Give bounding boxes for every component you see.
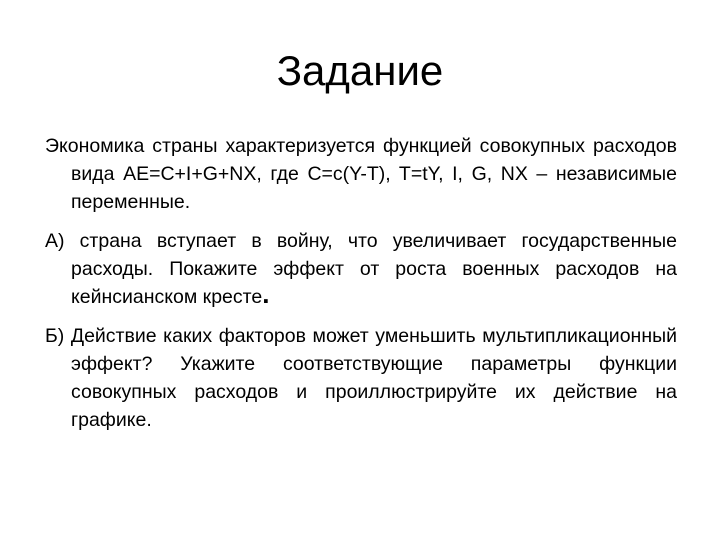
slide-title: Задание xyxy=(276,47,444,94)
task-intro-text: Экономика страны характеризуется функцией совокупных расходов вида AE=C+I+G+NX, где C=c(Y-T), T=tY, I, G, NX – независимые переменные. xyxy=(45,135,677,213)
task-a-period: . xyxy=(262,279,270,309)
task-a-paragraph xyxy=(45,227,677,311)
task-b-paragraph xyxy=(45,322,677,434)
task-intro-paragraph xyxy=(45,132,677,216)
task-a-text: А) страна вступает в войну, что увеличивает государственные расходы. Покажите эффект от роста военных расходов на кейнсианском кресте xyxy=(45,230,677,308)
slide-body xyxy=(45,132,677,434)
task-b-text: Б) Действие каких факторов может уменьшить мультипликационный эффект? Укажите соответствующие параметры функции совокупных расходов и проиллюстрируйте их действие на графике. xyxy=(45,325,677,431)
